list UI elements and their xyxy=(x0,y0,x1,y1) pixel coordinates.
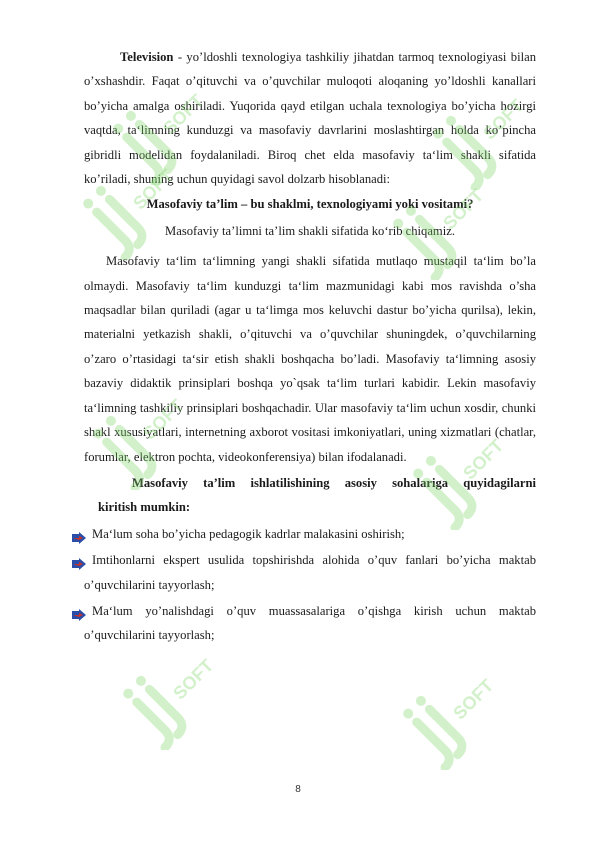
paragraph-television-text: - yo’ldoshli texnologiya tashkiliy jihatdan tarmoq texnologiyasi bilan o’xshashdir. Faqat o’qituvchi va o’quvchilar muloqoti aloqaning yo’ldoshli kanallari bo’yicha amalga oshiriladi. Yuqorida qayd etilgan uchala texnologiya bo’yicha hozirgi vaqtda, ta‘limning kunduzgi va masofaviy davrlarini moslashtirgan holda ko’pincha gibridli modelidan foydalaniladi. Biroq chet elda masofaviy ta‘lim shakli sifatida ko’riladi, shuning uchun quyidagi savol dolzarb hisoblanadi: xyxy=(84,50,536,187)
bullet-list xyxy=(84,522,536,648)
document-body xyxy=(84,45,536,648)
arrow-bullet-icon xyxy=(64,528,78,540)
svg-text:SOFT: SOFT xyxy=(129,165,178,214)
svg-text:SOFT: SOFT xyxy=(169,655,218,704)
subline: Masofaviy ta’limni ta’lim shakli sifatida ko‘rib chiqamiz. xyxy=(165,223,455,238)
list-item-text: Imtihonlarni ekspert usulida topshirishda alohida o’quv fanlari bo’yicha maktab o’quvchilarini tayyorlash; xyxy=(84,553,536,592)
jj-soft-logo-watermark xyxy=(110,640,220,750)
section-heading-line1: Masofaviy ta’lim ishlatilishining asosiy sohalariga quyidagilarni xyxy=(132,475,536,490)
arrow-bullet-icon xyxy=(64,605,78,617)
section-heading-line2: kiritish mumkin: xyxy=(98,500,191,515)
term-television: Television xyxy=(120,50,174,64)
svg-text:SOFT: SOFT xyxy=(139,395,188,444)
paragraph-television xyxy=(84,45,536,191)
svg-text:SOFT: SOFT xyxy=(479,95,528,144)
list-item xyxy=(84,599,536,648)
paragraph-masofaviy: Masofaviy ta‘lim ta‘limning yangi shakli sifatida mutlaqo mustaqil ta‘lim bo’la olmaydi. Masofaviy ta‘lim kunduzgi ta‘lim mazmunidagi kabi mos ravishda o’sha maqsadlar bilan quriladi (agar u ta‘limga mos keluvchi dastur bo’yicha qurilsa), lekin, materialni yetkazish shakli, o’qituvchi va o’quvchilar shuningdek, o’quvchilarning o’zaro o’rtasidagi ta‘sir etish shakli boshqacha bo’ladi. Masofaviy ta‘limning asosiy bazaviy didaktik prinsiplari boshqa yo`qsak ta‘lim turlari kabidir. Lekin masofaviy ta‘limning tashkiliy prinsiplari boshqachadir. Ular masofaviy ta‘lim uchun xosdir, chunki shakl xususiyatlari, internetning axborot vositasi imkoniyatlari, uning xizmatlari (chatlar, forumlar, elektron pochta, videokonferensiya) bilan ifodalanadi. xyxy=(84,254,536,464)
list-item xyxy=(84,522,536,546)
svg-text:SOFT: SOFT xyxy=(459,435,508,484)
jj-soft-logo-watermark xyxy=(390,660,500,770)
question-heading: Masofaviy ta’lim – bu shaklmi, texnologiyami yoki vositami? xyxy=(146,197,474,212)
svg-text:SOFT: SOFT xyxy=(449,675,498,724)
page-number: 8 xyxy=(295,784,301,795)
svg-text:SOFT: SOFT xyxy=(159,90,208,139)
list-item xyxy=(84,548,536,597)
list-item-text: Ma‘lum soha bo’yicha pedagogik kadrlar malakasini oshirish; xyxy=(92,526,405,541)
list-item-text: Ma‘lum yo’nalishdagi o’quv muassasalariga o’qishga kirish uchun maktab o’quvchilarini tayyorlash; xyxy=(84,603,536,643)
arrow-bullet-icon xyxy=(64,554,78,566)
svg-text:SOFT: SOFT xyxy=(439,185,488,234)
